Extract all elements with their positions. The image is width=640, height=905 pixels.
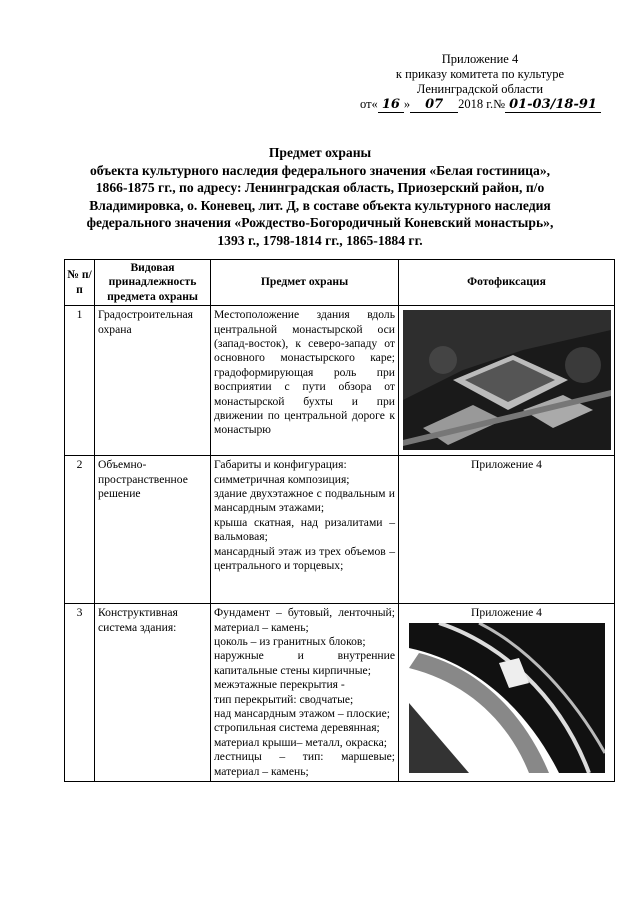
title-line: объекта культурного наследия федерального значения «Белая гостиница», (89, 162, 551, 178)
row-number: 3 (65, 604, 95, 782)
row-subject (211, 456, 399, 604)
row-subject (211, 604, 399, 782)
column-header: Фотофиксация (399, 260, 615, 306)
subject-line: лестницы – тип: маршевые; материал – камень; (214, 750, 395, 778)
title-line: 1393 г., 1798-1814 гг., 1865-1884 гг. (217, 232, 423, 248)
subject-line: крыша скатная, над ризалитами – вальмовая; (214, 515, 395, 544)
subject-line: материал крыши– металл, окраска; (214, 735, 387, 749)
title-line: Владимировка, о. Коневец, лит. Д, в составе объекта культурного наследия (89, 197, 551, 213)
title-line: федерального значения «Рождество-Богородичный Коневский монастырь», (86, 215, 554, 230)
handwritten-order-number: 01-03/18-91 (505, 97, 601, 113)
protection-subject-table (64, 259, 615, 782)
row-type: Конструктивная система здания: (95, 604, 211, 782)
column-header: Предмет охраны (211, 260, 399, 306)
date-mid: » (403, 97, 411, 111)
table-row (65, 604, 615, 782)
table-header-row (65, 260, 615, 306)
subject-line: здание двухэтажное с подвальным и мансардным этажами; (214, 487, 395, 515)
subject-line: стропильная система деревянная; (214, 721, 380, 735)
table-row (65, 306, 615, 456)
title-line: Предмет охраны (268, 145, 372, 160)
column-header: Видовая принадлежность предмета охраны (95, 260, 211, 306)
document-header (360, 52, 600, 113)
table-row (65, 456, 615, 604)
subject-line: цоколь – из гранитных блоков; (214, 635, 366, 649)
subject-line: тип перекрытий: сводчатые; (214, 692, 354, 706)
date-year: 2018 г.№ (458, 97, 506, 111)
document-title (40, 144, 600, 249)
order-date-line (360, 97, 600, 113)
region-name: Ленинградской области (416, 82, 544, 96)
subject-line: Габариты и конфигурация: (214, 458, 347, 472)
subject-line: межэтажные перекрытия - (214, 678, 345, 692)
row-type: Градостроительная охрана (95, 306, 211, 456)
date-prefix: от« (360, 97, 378, 111)
column-header: № п/п (65, 260, 95, 306)
photo-caption: Приложение 4 (471, 606, 542, 620)
row-number: 1 (65, 306, 95, 456)
photo-cell (399, 604, 615, 782)
handwritten-day: 16 (378, 97, 404, 113)
aerial-photo (403, 310, 611, 450)
subject-line: наружные и внутренние капитальные стены кирпичные; (214, 649, 395, 677)
subject-line: Фундамент – бутовый, ленточный; материал – камень; (214, 606, 395, 634)
order-reference: к приказу комитета по культуре (395, 67, 565, 81)
row-subject: Местоположение здания вдоль центральной монастырской оси (запад-восток), к северо-западу от основного монастырского каре; градоформирующая роль при восприятии с пути обзора от монастырской бухты и при движении по центральной дороге к монастырю (211, 306, 399, 456)
title-line: 1866-1875 гг., по адресу: Ленинградская область, Приозерский район, п/о (95, 180, 545, 195)
subject-line: над мансардным этажом – плоские; (214, 707, 390, 721)
photo-cell (399, 306, 615, 456)
appendix-label: Приложение 4 (441, 52, 519, 66)
photo-caption: Приложение 4 (471, 458, 542, 472)
photo-cell (399, 456, 615, 604)
subject-line: симметричная композиция; (214, 472, 350, 486)
handwritten-month: 07 (410, 97, 458, 113)
row-type: Объемно-пространственное решение (95, 456, 211, 604)
row-number: 2 (65, 456, 95, 604)
vault-interior-photo (409, 623, 605, 773)
subject-line: мансардный этаж из трех объемов – центрального и торцевых; (214, 544, 395, 573)
